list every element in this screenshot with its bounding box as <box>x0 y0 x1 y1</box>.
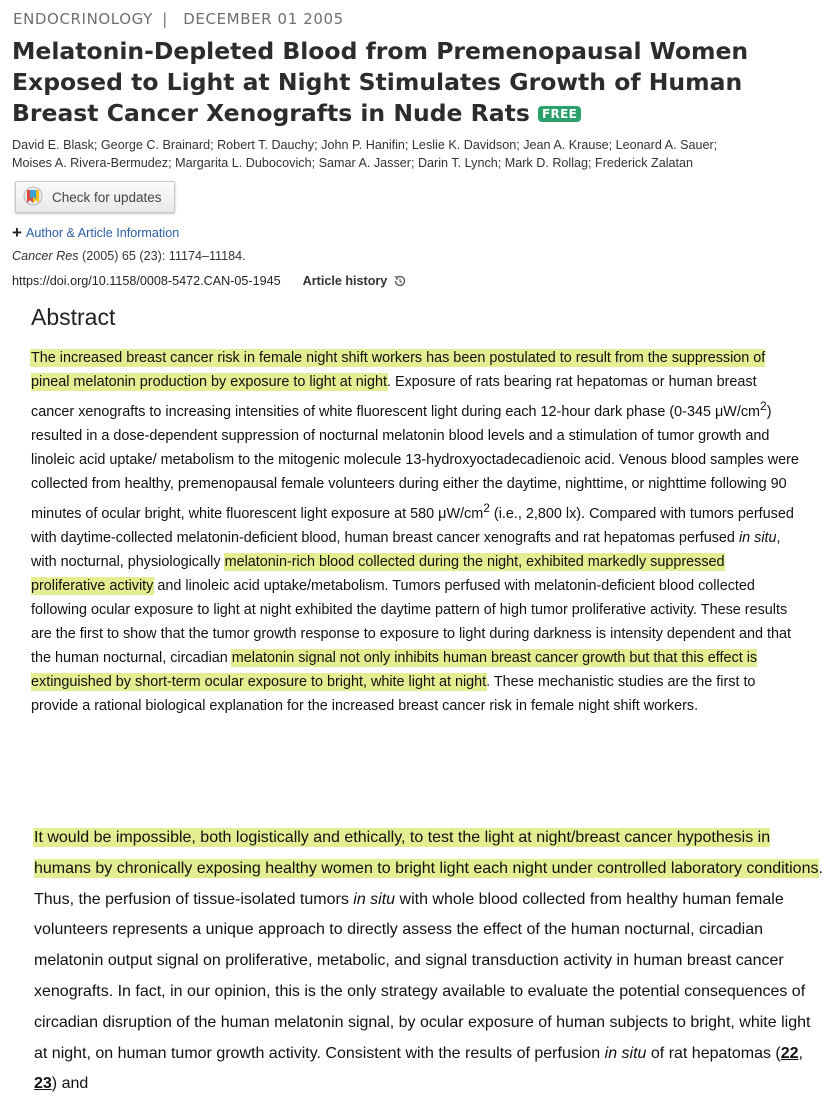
abstract-segment: and linoleic acid uptake/metabolism. Tumors perfused with melatonin-deficient blood collected following ocular exposure to light at night exhibited the daytime pattern of high tumor proliferative activity. These results are the first to show that the tumor growth response to exposure to light during darkness is intensity dependent and that the human nocturnal, circadian <box>31 577 791 666</box>
body-segment: . Thus, the perfusion of tissue-isolated tumors <box>34 859 823 908</box>
superscript: 2 <box>760 399 767 413</box>
kicker-separator: | <box>162 10 168 28</box>
crossmark-icon <box>23 186 43 208</box>
abstract-segment: . These mechanistic studies are the first to provide a rational biological explanation for the increased breast cancer risk in female night shift workers. <box>31 673 756 714</box>
author-list <box>12 136 812 172</box>
body-segment: ) and <box>51 1075 89 1093</box>
reference-link-22[interactable]: 22 <box>780 1044 799 1062</box>
abstract-segment: (i.e., 2,800 lx). Compared with tumors perfused with daytime-collected melatonin-deficient blood, human breast cancer xenografts and rat hepatomas perfused <box>31 505 794 546</box>
history-clock-icon <box>393 274 407 288</box>
check-for-updates-label: Check for updates <box>52 189 162 205</box>
author-line-2[interactable]: Moises A. Rivera-Bermudez; Margarita L. Dubocovich; Samar A. Jasser; Darin T. Lynch; Mark D. Rollag; Frederick Zalatan <box>12 156 694 170</box>
abstract-text <box>31 346 801 718</box>
body-segment: of rat hepatomas ( <box>646 1044 781 1062</box>
author-article-info-label: Author & Article Information <box>25 226 180 240</box>
free-badge: FREE <box>538 106 581 122</box>
journal-name: Cancer Res <box>12 249 79 263</box>
section-label[interactable]: ENDOCRINOLOGY <box>13 10 153 28</box>
body-segment: , <box>798 1044 803 1062</box>
author-line-1[interactable]: David E. Blask; George C. Brainard; Robert T. Dauchy; John P. Hanifin; Leslie K. Davidson; Jean A. Krause; Leonard A. Sauer; <box>12 138 718 152</box>
publication-date: DECEMBER 01 2005 <box>183 10 344 28</box>
article-history-button[interactable] <box>303 274 408 288</box>
italic-term: in situ <box>604 1044 647 1062</box>
article-title-text: Melatonin-Depleted Blood from Premenopausal Women Exposed to Light at Night Stimulates Growth of Human Breast Cancer Xenografts in Nude Rats <box>12 37 749 127</box>
article-history-label: Article history <box>302 274 388 288</box>
italic-term: in situ <box>738 529 777 546</box>
body-paragraph <box>34 823 824 1100</box>
plus-icon: + <box>12 223 22 242</box>
italic-term: in situ <box>353 890 396 908</box>
doi-row <box>12 274 407 288</box>
highlight-2: melatonin-rich blood collected during the night, exhibited markedly suppressed proliferative activity <box>31 553 725 594</box>
citation <box>12 249 246 263</box>
reference-link-23[interactable]: 23 <box>34 1075 52 1093</box>
abstract-segment: , with nocturnal, physiologically <box>31 529 781 570</box>
article-title <box>12 36 822 129</box>
body-segment: with whole blood collected from healthy human female volunteers represents a unique approach to directly assess the effect of the human nocturnal, circadian melatonin output signal on proliferative, metabolic, and signal transduction activity in human breast cancer xenografts. In fact, in our opinion, this is the only strategy available to evaluate the potential consequences of circadian disruption of the human melatonin signal, by ocular exposure of human subjects to bright, white light at night, on human tumor growth activity. Consistent with the results of perfusion <box>34 890 811 1062</box>
article-kicker <box>13 10 344 28</box>
doi-link[interactable]: https://doi.org/10.1158/0008-5472.CAN-05-1945 <box>12 274 281 288</box>
highlight-3: melatonin signal not only inhibits human breast cancer growth but that this effect is extinguished by short-term ocular exposure to bright, white light at night <box>31 649 758 690</box>
highlight-1: The increased breast cancer risk in female night shift workers has been postulated to result from the suppression of pineal melatonin production by exposure to light at night <box>31 350 766 390</box>
abstract-segment: . Exposure of rats bearing rat hepatomas or human breast cancer xenografts to increasing intensities of white fluorescent light during each 12-hour dark phase (0-345 μW/cm <box>31 374 761 420</box>
citation-details: (2005) 65 (23): 11174–11184. <box>78 249 246 263</box>
author-article-info-toggle[interactable] <box>12 223 180 242</box>
superscript: 2 <box>483 500 490 515</box>
abstract-heading: Abstract <box>31 304 116 330</box>
abstract-segment: ) resulted in a dose-dependent suppression of nocturnal melatonin blood levels and a stimulation of tumor growth and linoleic acid uptake/ metabolism to the mitogenic molecule 13-hydroxyoctadecadienoic acid. Venous blood samples were collected from healthy, premenopausal female volunteers during either the daytime, nighttime, or nighttime following 90 minutes of ocular bright, white fluorescent light exposure at 580 μW/cm <box>31 403 799 522</box>
highlight-4: It would be impossible, both logistically and ethically, to test the light at night/breast cancer hypothesis in humans by chronically exposing healthy women to bright light each night under controlled laboratory conditions <box>34 829 819 877</box>
check-for-updates-button[interactable] <box>15 181 175 213</box>
